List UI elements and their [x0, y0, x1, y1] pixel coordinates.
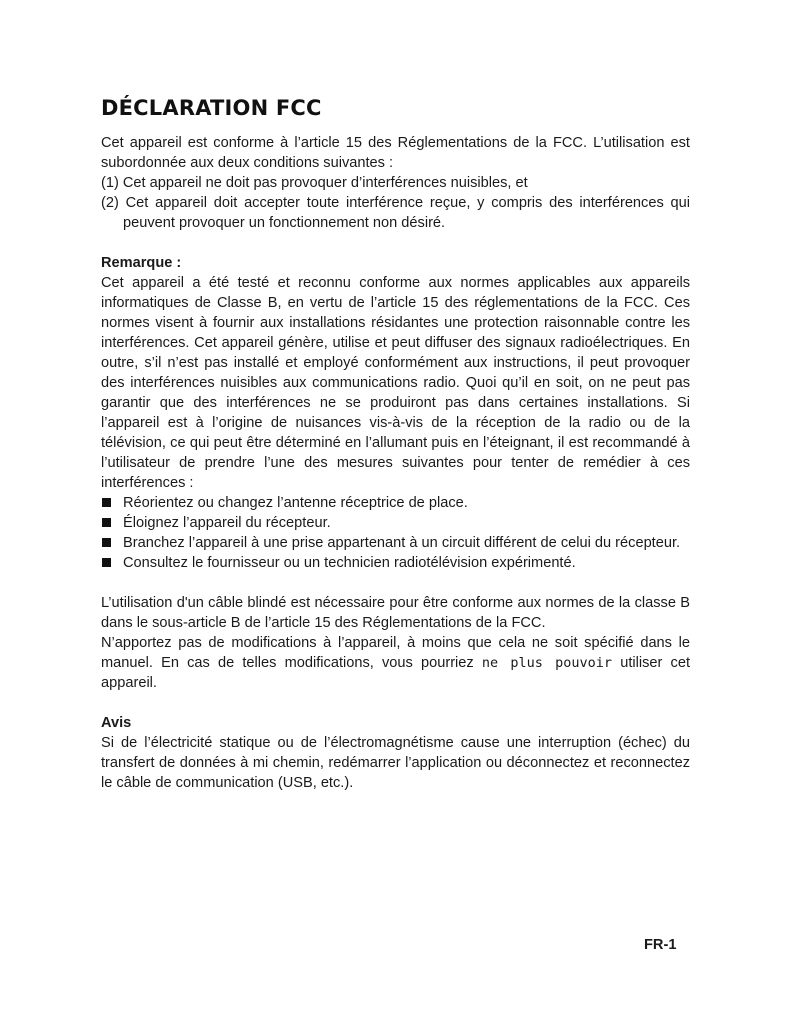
condition-1: (1) Cet appareil ne doit pas provoquer d’interférences nuisibles, et	[101, 175, 528, 191]
spacer	[101, 573, 690, 593]
square-bullet-icon	[102, 558, 111, 567]
remarque-paragraph: Cet appareil a été testé et reconnu conforme aux normes applicables aux appareils informatiques de Classe B, en vertu de l’article 15 des réglementations de la FCC. Ces normes visent à fournir aux installations résidantes une protection raisonnable contre les interférences. Cet appareil génère, utilise et peut diffuser des signaux radioélectriques. En outre, s’il n’est pas installé et employé conformément aux instructions, il peut provoquer des interférences nuisibles aux communications radio. Quoi qu’il en soit, on ne peut pas garantir que des interférences ne se produiront pas dans certaines installations. Si l’appareil est à l’origine de nuisances vis-à-vis de la réception de la radio ou de la télévision, ce qui peut être déterminé en l’allumant puis en l’éteignant, il est recommandé à l’utilisateur de prendre l’une des mesures suivantes pour tenter de remédier à ces interférences :	[101, 275, 690, 491]
list-item: Consultez le fournisseur ou un technicien radiotélévision expérimenté.	[101, 553, 690, 573]
cable-paragraph: L’utilisation d'un câble blindé est nécessaire pour être conforme aux normes de la classe B dans le sous-article B de l’article 15 des Réglementations de la FCC.	[101, 595, 690, 631]
list-item: Réorientez ou changez l’antenne réceptrice de place.	[101, 493, 690, 513]
list-item: Branchez l’appareil à une prise appartenant à un circuit différent de celui du récepteur.	[101, 533, 690, 553]
list-item: Éloignez l’appareil du récepteur.	[101, 513, 690, 533]
square-bullet-icon	[102, 538, 111, 547]
avis-heading: Avis	[101, 715, 132, 731]
remarque-heading: Remarque :	[101, 255, 182, 271]
square-bullet-icon	[102, 498, 111, 507]
intro-paragraph: Cet appareil est conforme à l’article 15 des Réglementations de la FCC. L’utilisation est subordonnée aux deux conditions suivantes :	[101, 135, 690, 171]
modification-paragraph: N’apportez pas de modifications à l’appareil, à moins que cela ne soit spécifié dans le manuel. En cas de telles modifications, vous pourriez ne plus pouvoir utiliser cet appareil.	[101, 635, 691, 691]
page-title: DÉCLARATION FCC	[101, 96, 322, 120]
square-bullet-icon	[102, 518, 111, 527]
spacer	[101, 233, 690, 253]
avis-paragraph: Si de l’électricité statique ou de l’électromagnétisme cause une interruption (échec) du transfert de données à mi chemin, redémarrer l’application ou déconnectez et reconnectez le câble de communication (USB, etc.).	[101, 735, 690, 791]
mono-phrase: ne plus pouvoir	[481, 655, 613, 671]
spacer	[101, 693, 690, 713]
condition-2: (2) Cet appareil doit accepter toute interférence reçue, y compris des interférences qui peuvent provoquer un fonctionnement non désiré.	[101, 195, 690, 231]
measures-list	[101, 493, 690, 573]
document-body	[101, 133, 690, 793]
page-number: FR-1	[644, 937, 677, 953]
